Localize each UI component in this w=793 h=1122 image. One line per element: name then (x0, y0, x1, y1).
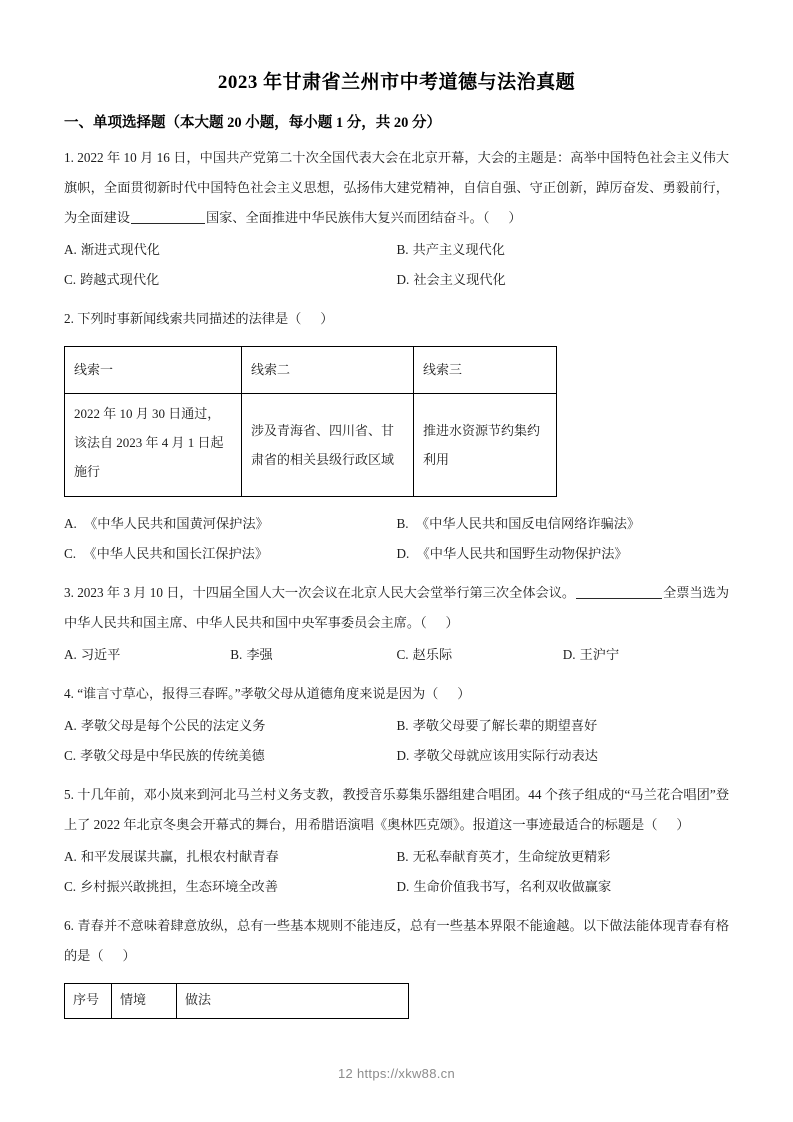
question-4-option-c[interactable] (64, 741, 397, 771)
question-1-stem-text-c: ） (508, 210, 522, 226)
question-3 (64, 578, 729, 670)
option-label: C. (64, 546, 77, 562)
conduct-header-2: 情境 (112, 984, 177, 1019)
option-label: D. (396, 546, 410, 562)
table-row-header (65, 984, 409, 1019)
option-text: 赵乐际 (412, 647, 453, 663)
option-label: A. (64, 647, 77, 663)
option-text: 社会主义现代化 (413, 272, 506, 288)
question-3-options (64, 640, 729, 670)
option-text: 王沪宁 (579, 647, 620, 663)
option-text: 孝敬父母是中华民族的传统美德 (80, 748, 265, 764)
option-row (64, 872, 729, 902)
question-1-options (64, 235, 729, 295)
option-text: 孝敬父母要了解长辈的期望喜好 (412, 718, 598, 734)
question-1-number: 1. (64, 150, 74, 166)
question-1-stem-text-a: 2022 年 10 月 16 日，中国共产党第二十次全国代表大会在北京开幕，大会的主题是：高举中国特色社会主义伟大旗帜，全面贯彻新时代中国特色社会主义思想，弘扬伟大建党精神，自信自强、守正创新，踔厉奋发、勇毅前行，为全面建设 (64, 150, 730, 226)
question-3-option-a[interactable] (64, 640, 230, 670)
option-text: 《中华人民共和国黄河保护法》 (84, 516, 269, 532)
question-5-options (64, 842, 729, 902)
question-5-option-d[interactable] (397, 872, 730, 902)
question-4-options (64, 711, 729, 771)
question-3-stem-text-a: 2023 年 3 月 10 日，十四届全国人大一次会议在北京人民大会堂举行第三次全体会议。 (77, 585, 576, 601)
question-5 (64, 780, 729, 902)
question-2-options (64, 509, 729, 569)
option-label: C. (64, 879, 77, 895)
question-5-number: 5. (64, 787, 74, 803)
question-3-stem-text-c: ） (445, 615, 459, 631)
option-label: D. (396, 879, 410, 895)
question-3-stem (64, 578, 729, 638)
question-5-stem (64, 780, 729, 840)
answer-bracket[interactable] (489, 210, 508, 225)
question-4-stem-text: “谁言寸草心，报得三春晖。”孝敬父母从道德角度来说是因为（ (77, 686, 439, 702)
question-5-stem-tail: ） (676, 817, 690, 833)
question-4-stem-tail: ） (457, 686, 471, 702)
question-3-option-c[interactable] (397, 640, 563, 670)
option-row (64, 265, 729, 295)
question-2-stem-text: 下列时事新闻线索共同描述的法律是（ (77, 311, 302, 327)
page-content (64, 0, 729, 1031)
option-row (64, 711, 729, 741)
question-3-option-b[interactable] (230, 640, 396, 670)
question-1-stem (64, 143, 729, 233)
question-4-option-b[interactable] (397, 711, 730, 741)
question-6 (64, 911, 729, 1019)
option-text: 《中华人民共和国野生动物保护法》 (416, 546, 628, 562)
option-text: 习近平 (80, 647, 121, 663)
question-5-option-b[interactable] (397, 842, 730, 872)
clue-header-1: 线索一 (65, 347, 242, 394)
question-6-conduct-table (64, 983, 409, 1019)
footer-watermark: 12 https://xkw88.cn (338, 1066, 455, 1081)
option-label: B. (396, 242, 409, 258)
table-row (65, 394, 557, 497)
option-row (64, 640, 729, 670)
option-text: 李强 (246, 647, 273, 663)
option-label: D. (562, 647, 576, 663)
question-5-stem-text: 十几年前，邓小岚来到河北马兰村义务支教，教授音乐募集乐器组建合唱团。44 个孩子组成的“马兰花合唱团”登上了 2022 年北京冬奥会开幕式的舞台，用希腊语演唱《奥林匹克颂》。报道这一事迹最适合的标题是（ (64, 787, 730, 833)
option-text: 《中华人民共和国反电信网络诈骗法》 (415, 516, 641, 532)
clue-cell-1: 2022 年 10 月 30 日通过，该法自 2023 年 4 月 1 日起施行 (65, 394, 242, 497)
question-4-stem (64, 679, 729, 709)
option-row (64, 539, 729, 569)
option-label: A. (64, 718, 77, 734)
clue-cell-3: 推进水资源节约集约利用 (414, 394, 557, 497)
answer-bracket[interactable] (438, 686, 457, 701)
section-heading-single-choice: 一、单项选择题（本大题 20 小题，每小题 1 分，共 20 分） (64, 114, 441, 131)
option-label: C. (64, 748, 77, 764)
option-label: B. (396, 849, 409, 865)
option-label: B. (230, 647, 243, 663)
option-text: 《中华人民共和国长江保护法》 (83, 546, 269, 562)
answer-bracket[interactable] (301, 311, 320, 326)
option-text: 共产主义现代化 (412, 242, 505, 258)
option-row (64, 842, 729, 872)
question-3-option-d[interactable] (563, 640, 729, 670)
conduct-header-3: 做法 (177, 984, 409, 1019)
question-3-number: 3. (64, 585, 74, 601)
answer-bracket[interactable] (104, 948, 123, 963)
option-text: 乡村振兴敢挑担，生态环境全改善 (80, 879, 278, 895)
question-2-option-d[interactable] (397, 539, 730, 569)
option-label: C. (396, 647, 409, 663)
question-5-option-c[interactable] (64, 872, 397, 902)
question-2-stem (64, 304, 729, 334)
option-text: 和平发展谋共赢，扎根农村献青春 (80, 849, 279, 865)
question-6-stem-text: 青春并不意味着肆意放纵，总有一些基本规则不能违反，总有一些基本界限不能逾越。以下做法能体现青春有格的是（ (64, 918, 730, 964)
fill-in-blank[interactable] (576, 598, 662, 599)
option-text: 渐进式现代化 (80, 242, 160, 258)
option-row (64, 509, 729, 539)
question-1-option-b[interactable] (397, 235, 730, 265)
question-2-option-b[interactable] (397, 509, 730, 539)
option-label: D. (396, 272, 410, 288)
question-4-option-a[interactable] (64, 711, 397, 741)
question-4 (64, 679, 729, 771)
option-label: A. (64, 516, 77, 532)
option-text: 孝敬父母就应该用实际行动表达 (413, 748, 598, 764)
option-label: B. (396, 718, 409, 734)
option-label: B. (396, 516, 409, 532)
answer-bracket[interactable] (657, 817, 676, 832)
question-2-stem-tail: ） (320, 311, 334, 327)
option-text: 跨越式现代化 (80, 272, 160, 288)
question-1-option-d[interactable] (397, 265, 730, 295)
question-1 (64, 143, 729, 295)
option-label: A. (64, 242, 77, 258)
table-row-header (65, 347, 557, 394)
clue-header-3: 线索三 (414, 347, 557, 394)
clue-cell-2: 涉及青海省、四川省、甘肃省的相关县级行政区域 (242, 394, 414, 497)
page-title: 2023 年甘肃省兰州市中考道德与法治真题 (217, 72, 576, 93)
conduct-header-1: 序号 (65, 984, 112, 1019)
question-2-option-c[interactable] (64, 539, 397, 569)
question-6-stem (64, 911, 729, 971)
option-text: 孝敬父母是每个公民的法定义务 (80, 718, 266, 734)
question-6-stem-tail: ） (122, 948, 136, 964)
option-label: C. (64, 272, 77, 288)
question-4-option-d[interactable] (397, 741, 730, 771)
option-label: D. (396, 748, 410, 764)
question-3-stem-text-b: 全票当选为中华人民共和国主席、中华人民共和国中央军事委员会主席。（ (64, 585, 730, 631)
clue-header-2: 线索二 (242, 347, 414, 394)
question-6-number: 6. (64, 918, 74, 934)
option-text: 生命价值我书写，名利双收做赢家 (413, 879, 612, 895)
question-1-stem-text-b: 国家、全面推进中华民族伟大复兴而团结奋斗。（ (205, 210, 490, 226)
question-4-number: 4. (64, 686, 74, 702)
option-row (64, 741, 729, 771)
question-1-option-a[interactable] (64, 235, 397, 265)
question-5-option-a[interactable] (64, 842, 397, 872)
question-2-number: 2. (64, 311, 74, 327)
question-2-clue-table (64, 346, 557, 497)
option-row (64, 235, 729, 265)
option-text: 无私奉献育英才，生命绽放更精彩 (412, 849, 611, 865)
fill-in-blank[interactable] (131, 223, 205, 224)
question-1-option-c[interactable] (64, 265, 397, 295)
question-2 (64, 304, 729, 569)
question-2-option-a[interactable] (64, 509, 397, 539)
answer-bracket[interactable] (427, 615, 446, 630)
option-label: A. (64, 849, 77, 865)
